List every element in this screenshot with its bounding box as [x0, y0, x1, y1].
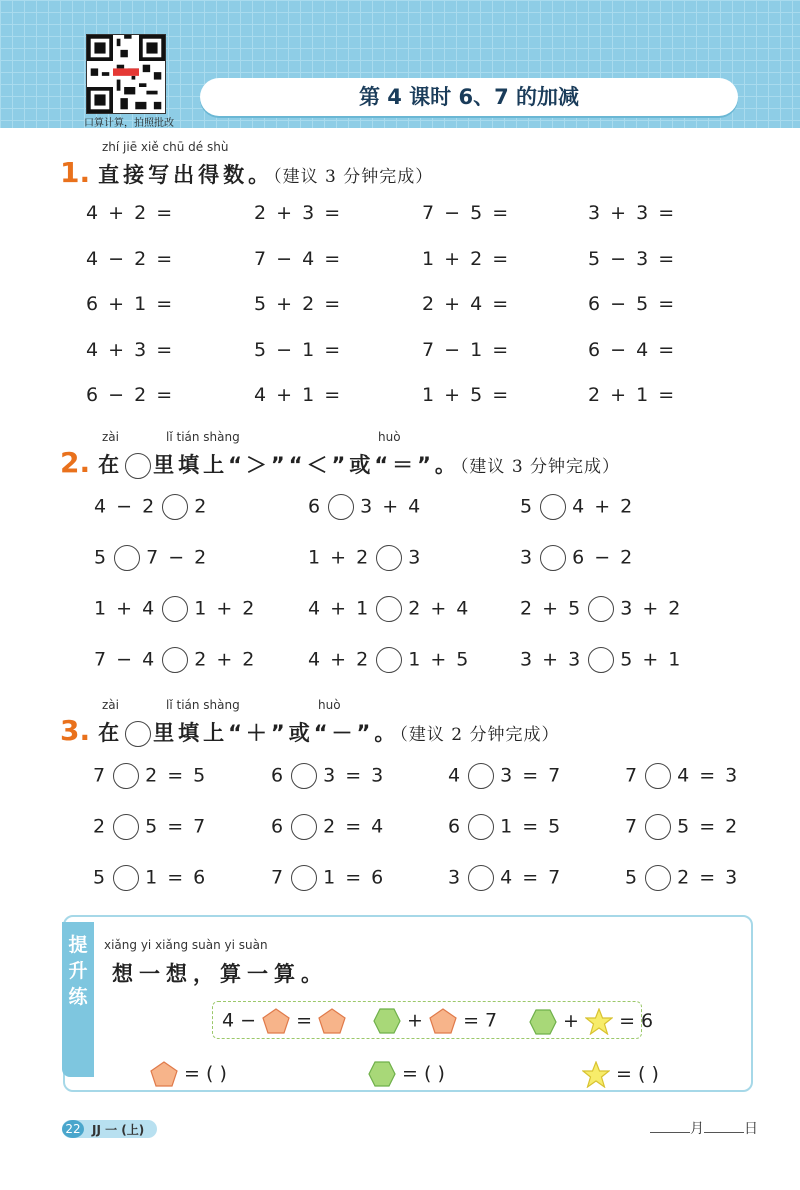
qr-caption: 口算计算，拍照批改	[84, 118, 174, 129]
equation-3	[529, 1008, 653, 1035]
operand-right: 1 = 6	[323, 866, 386, 889]
operand-left: 6	[271, 815, 286, 838]
compare-right: 1 + 5	[408, 648, 471, 671]
extension-tab-char: 练	[68, 986, 88, 1008]
compare-right: 2	[194, 495, 209, 518]
operand-left: 3	[448, 866, 463, 889]
extension-title: 想一想，算一算。	[112, 962, 328, 986]
day-blank[interactable]	[704, 1118, 744, 1133]
section2-hint: （建议 3 分钟完成）	[459, 457, 621, 477]
extension-tab-label	[62, 932, 94, 1010]
operator-problem	[93, 763, 207, 789]
answer-circle[interactable]	[645, 814, 671, 840]
operand-left: 6	[448, 815, 463, 838]
pentagon-icon	[429, 1008, 457, 1034]
section3-pinyin-huo: huò	[318, 698, 341, 712]
answer-star-blank[interactable]: = ( )	[616, 1063, 659, 1085]
operand-right: 1 = 5	[500, 815, 563, 838]
compare-problem	[94, 494, 208, 520]
operator-problem	[448, 814, 562, 840]
section3-heading	[60, 714, 559, 747]
arithmetic-problem: 6 − 4 =	[588, 338, 677, 361]
answer-circle[interactable]	[291, 865, 317, 891]
operand-left: 6	[271, 764, 286, 787]
compare-left: 6	[308, 495, 323, 518]
compare-right: 2 + 4	[408, 597, 471, 620]
arithmetic-problem: 4 − 2 =	[86, 247, 175, 270]
answer-circle[interactable]	[113, 763, 139, 789]
compare-right: 3 + 2	[620, 597, 683, 620]
compare-left: 4 − 2	[94, 495, 157, 518]
arithmetic-problem: 6 − 2 =	[86, 384, 175, 406]
answer-circle[interactable]	[113, 865, 139, 891]
answer-circle[interactable]	[645, 865, 671, 891]
answer-circle[interactable]	[291, 763, 317, 789]
operand-left: 7	[93, 764, 108, 787]
operand-right: 2 = 4	[323, 815, 386, 838]
arithmetic-problem: 4 + 2 =	[86, 202, 175, 224]
equation-2-plus: +	[407, 1009, 423, 1032]
operand-left: 4	[448, 764, 463, 787]
operator-problem	[625, 814, 739, 840]
operator-problem	[93, 865, 207, 891]
page-number: 22	[62, 1120, 84, 1138]
star-icon	[585, 1008, 613, 1035]
extension-tab-char: 提	[68, 934, 88, 956]
arithmetic-problem: 4 + 3 =	[86, 338, 175, 361]
compare-problem	[308, 647, 470, 673]
section2-heading	[60, 446, 620, 479]
answer-circle[interactable]	[468, 763, 494, 789]
equation-2-result: = 7	[463, 1009, 498, 1032]
section2-pinyin-zai: zài	[102, 430, 119, 444]
answer-circle[interactable]	[114, 545, 140, 571]
operand-right: 3 = 3	[323, 764, 386, 787]
compare-left: 2 + 5	[520, 597, 583, 620]
compare-right: 6 − 2	[572, 546, 635, 569]
compare-left: 5	[94, 546, 109, 569]
answer-circle[interactable]	[540, 545, 566, 571]
arithmetic-problem: 5 − 3 =	[588, 247, 677, 270]
compare-left: 7 − 4	[94, 648, 157, 671]
operator-problem	[625, 865, 739, 891]
section3-pinyin-li: lǐ tián shàng	[166, 698, 240, 712]
section3-number: 3.	[60, 714, 91, 747]
section3-title-a: 在	[98, 721, 124, 745]
pentagon-icon	[318, 1008, 346, 1034]
operator-problem	[448, 865, 562, 891]
arithmetic-problem: 6 + 1 =	[86, 293, 175, 315]
operand-right: 5 = 7	[145, 815, 208, 838]
arithmetic-problem: 2 + 4 =	[422, 293, 511, 315]
arithmetic-problem: 1 + 5 =	[422, 384, 511, 406]
compare-problem	[520, 647, 682, 673]
compare-problem	[94, 596, 256, 622]
section2-title-b: 里填上“＞”“＜”或“＝”。	[153, 453, 460, 477]
compare-problem	[94, 647, 256, 673]
operand-right: 1 = 6	[145, 866, 208, 889]
arithmetic-problem: 5 + 2 =	[254, 293, 343, 315]
compare-right: 5 + 1	[620, 648, 683, 671]
compare-problem	[308, 596, 470, 622]
compare-problem	[520, 545, 634, 571]
answer-circle[interactable]	[162, 596, 188, 622]
equation-1	[222, 1008, 346, 1034]
answer-circle[interactable]	[291, 814, 317, 840]
answer-circle[interactable]	[113, 814, 139, 840]
section2-pinyin-huo: huò	[378, 430, 401, 444]
section3-pinyin-zai: zài	[102, 698, 119, 712]
equation-1-left: 4 −	[222, 1009, 257, 1032]
blank-circle-icon	[125, 721, 151, 747]
answer-circle[interactable]	[540, 494, 566, 520]
hexagon-icon	[529, 1009, 557, 1035]
answer-circle[interactable]	[588, 647, 614, 673]
operand-left: 5	[625, 866, 640, 889]
compare-left: 4 + 1	[308, 597, 371, 620]
compare-right: 2 + 2	[194, 648, 257, 671]
operand-left: 5	[93, 866, 108, 889]
answer-circle[interactable]	[162, 494, 188, 520]
extension-tab-char: 升	[68, 960, 88, 982]
compare-problem	[520, 494, 634, 520]
answer-circle[interactable]	[376, 596, 402, 622]
answer-circle[interactable]	[468, 814, 494, 840]
section2-pinyin-li: lǐ tián shàng	[166, 430, 240, 444]
operand-right: 4 = 3	[677, 764, 740, 787]
section2-number: 2.	[60, 446, 91, 479]
compare-right: 3 + 4	[360, 495, 423, 518]
answer-circle[interactable]	[588, 596, 614, 622]
operator-problem	[271, 865, 385, 891]
pentagon-icon	[150, 1061, 178, 1087]
arithmetic-problem: 1 + 2 =	[422, 247, 511, 270]
answer-star	[582, 1061, 659, 1088]
compare-problem	[94, 545, 208, 571]
compare-left: 1 + 4	[94, 597, 157, 620]
date-field	[650, 1118, 758, 1138]
compare-right: 3	[408, 546, 423, 569]
operator-problem	[625, 763, 739, 789]
answer-circle[interactable]	[162, 647, 188, 673]
compare-problem	[308, 494, 422, 520]
answer-circle[interactable]	[468, 865, 494, 891]
answer-pentagon-blank[interactable]: = ( )	[184, 1062, 227, 1085]
answer-circle[interactable]	[328, 494, 354, 520]
compare-left: 3	[520, 546, 535, 569]
section2-title-a: 在	[98, 453, 124, 477]
compare-left: 1 + 2	[308, 546, 371, 569]
extension-pinyin: xiǎng yi xiǎng suàn yi suàn	[104, 938, 268, 952]
compare-problem	[308, 545, 422, 571]
section1-heading	[60, 156, 433, 189]
section1-hint: （建议 3 分钟完成）	[273, 167, 434, 187]
compare-left: 4 + 2	[308, 648, 371, 671]
answer-circle[interactable]	[376, 545, 402, 571]
arithmetic-problem: 7 − 4 =	[254, 247, 343, 270]
answer-pentagon	[150, 1061, 227, 1087]
star-icon	[582, 1061, 610, 1088]
compare-right: 1 + 2	[194, 597, 257, 620]
qr-code[interactable]	[86, 34, 166, 114]
operator-problem	[271, 814, 385, 840]
equation-1-equals: =	[296, 1009, 313, 1032]
arithmetic-problem: 3 + 3 =	[588, 202, 677, 224]
equation-3-plus: +	[563, 1010, 579, 1032]
operator-problem	[271, 763, 385, 789]
answer-hexagon-blank[interactable]: = ( )	[402, 1062, 445, 1085]
operand-right: 4 = 7	[500, 866, 563, 889]
operand-left: 7	[271, 866, 286, 889]
compare-right: 4 + 2	[572, 495, 635, 518]
arithmetic-problem: 7 − 1 =	[422, 338, 511, 361]
answer-circle[interactable]	[376, 647, 402, 673]
pentagon-icon	[262, 1008, 290, 1034]
arithmetic-problem: 5 − 1 =	[254, 338, 343, 361]
operand-right: 2 = 3	[677, 866, 740, 889]
section1-pinyin: zhí jiē xiě chū dé shù	[102, 140, 229, 154]
section3-title-b: 里填上“＋”或“－”。	[153, 721, 400, 745]
operator-problem	[93, 814, 207, 840]
equation-2	[373, 1008, 497, 1034]
grade-label: JJ 一 (上)	[92, 1123, 145, 1137]
operand-left: 2	[93, 815, 108, 838]
day-label: 日	[744, 1121, 758, 1137]
arithmetic-problem: 2 + 3 =	[254, 202, 343, 224]
compare-left: 5	[520, 495, 535, 518]
compare-problem	[520, 596, 682, 622]
blank-circle-icon	[125, 453, 151, 479]
answer-hexagon	[368, 1061, 445, 1087]
hexagon-icon	[373, 1008, 401, 1034]
arithmetic-problem: 7 − 5 =	[422, 202, 511, 224]
compare-left: 3 + 3	[520, 648, 583, 671]
arithmetic-problem: 2 + 1 =	[588, 384, 677, 406]
equation-3-result: = 6	[619, 1010, 654, 1032]
section1-number: 1.	[60, 156, 91, 189]
arithmetic-problem: 4 + 1 =	[254, 384, 343, 406]
answer-circle[interactable]	[645, 763, 671, 789]
section3-hint: （建议 2 分钟完成）	[399, 725, 560, 745]
page-title: 第 4 课时 6、7 的加减	[200, 78, 738, 116]
arithmetic-problem: 6 − 5 =	[588, 293, 677, 315]
compare-right: 7 − 2	[146, 546, 209, 569]
operand-right: 3 = 7	[500, 764, 563, 787]
section1-title: 直接写出得数。	[98, 163, 274, 187]
extension-tab	[62, 922, 94, 1077]
operand-right: 5 = 2	[677, 815, 740, 838]
qr-code-icon	[87, 35, 165, 113]
month-blank[interactable]	[650, 1118, 690, 1133]
operand-right: 2 = 5	[145, 764, 208, 787]
operand-left: 7	[625, 764, 640, 787]
operand-left: 7	[625, 815, 640, 838]
month-label: 月	[690, 1121, 704, 1137]
operator-problem	[448, 763, 562, 789]
hexagon-icon	[368, 1061, 396, 1087]
